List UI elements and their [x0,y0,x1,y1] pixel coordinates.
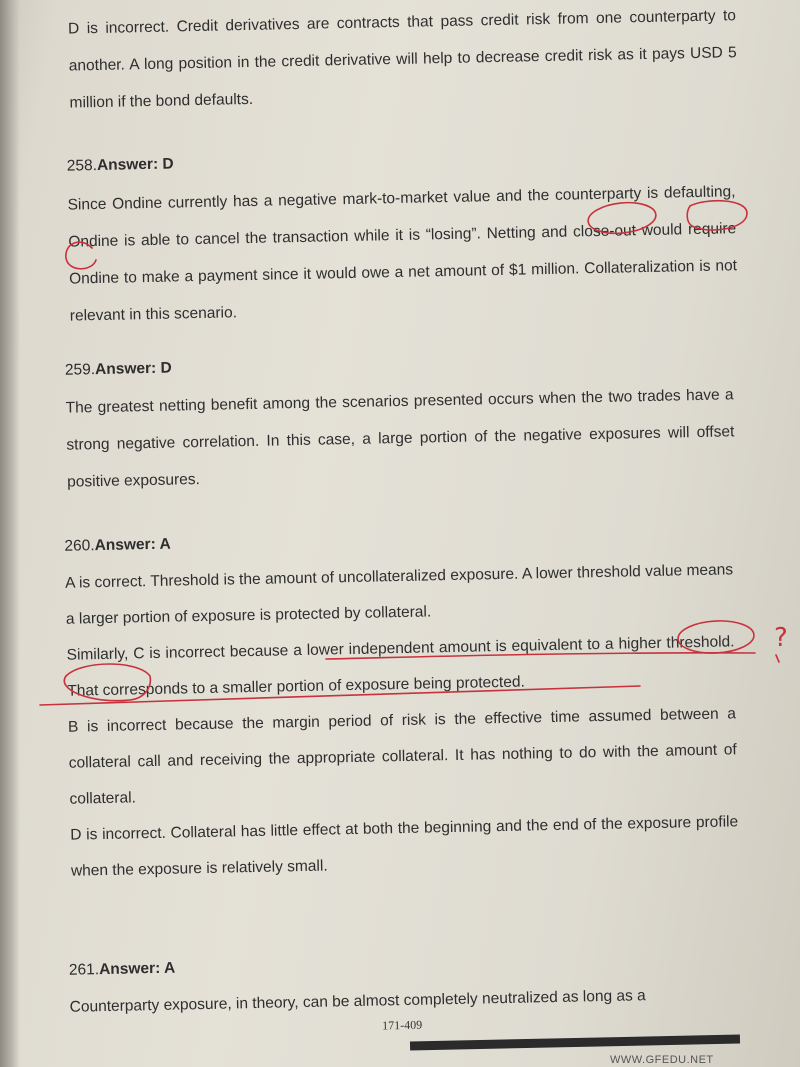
question-number: 258. [66,157,98,175]
question-number: 260. [64,537,95,555]
answer-258-heading [67,141,735,178]
answer-258 [67,141,738,334]
answer-260-paragraph-d: D is incorrect. Collateral has little effect at both the beginning and the end of the exposure profile when the exposure is relatively small. [70,813,739,880]
question-number: 259. [64,361,96,379]
answer-label: Answer: D [96,155,174,175]
answer-258-explanation: Since Ondine currently has a negative mark-to-market value and the counterparty is defaulting, Ondine is able to cancel the transaction while it is “losing”. Netting and close-out would require Ondine to make a payment since it would owe a net amount of $1 million. Collateralization is not relevant in this scenario. [67,183,738,325]
question-number: 261. [68,961,100,979]
intro-block [68,0,738,122]
answer-259 [65,345,736,500]
answer-label: Answer: A [94,535,171,555]
answer-260 [64,521,739,889]
answer-260-paragraph-c: Similarly, C is incorrect because a lower independent amount is equivalent to a higher threshold. That corresponds to a smaller portion of exposure being protected. [66,633,735,700]
answer-261 [69,945,738,1025]
question-mark-annotation: ? [774,623,788,653]
answer-label: Answer: D [94,359,172,379]
answer-260-paragraph-b: B is incorrect because the margin period of risk is the effective time assumed between a collateral call and receiving the appropriate collateral. It has nothing to do with the amount of collateral. [67,705,737,808]
page-number: 171-409 [382,1017,423,1033]
footer-website: WWW.GFEDU.NET [610,1054,714,1066]
answer-259-explanation: The greatest netting benefit among the scenarios presented occurs when the two trades have a strong negative correlation. In this case, a large portion of the negative exposures will offset positive exposures. [65,386,735,491]
answer-261-explanation: Counterparty exposure, in theory, can be almost completely neutralized as long as a [69,987,646,1016]
answer-259-heading [65,345,733,382]
intro-paragraph: D is incorrect. Credit derivatives are contracts that pass credit risk from one counterparty to another. A long position in the credit derivative will help to decrease credit risk as it pays USD 5 million if the bond defaults. [67,7,737,112]
answer-260-heading [64,521,732,558]
answer-260-paragraph-a: A is correct. Threshold is the amount of uncollateralized exposure. A lower threshold value means a larger portion of exposure is protected by collateral. [65,561,734,628]
answer-label: Answer: A [98,959,176,979]
